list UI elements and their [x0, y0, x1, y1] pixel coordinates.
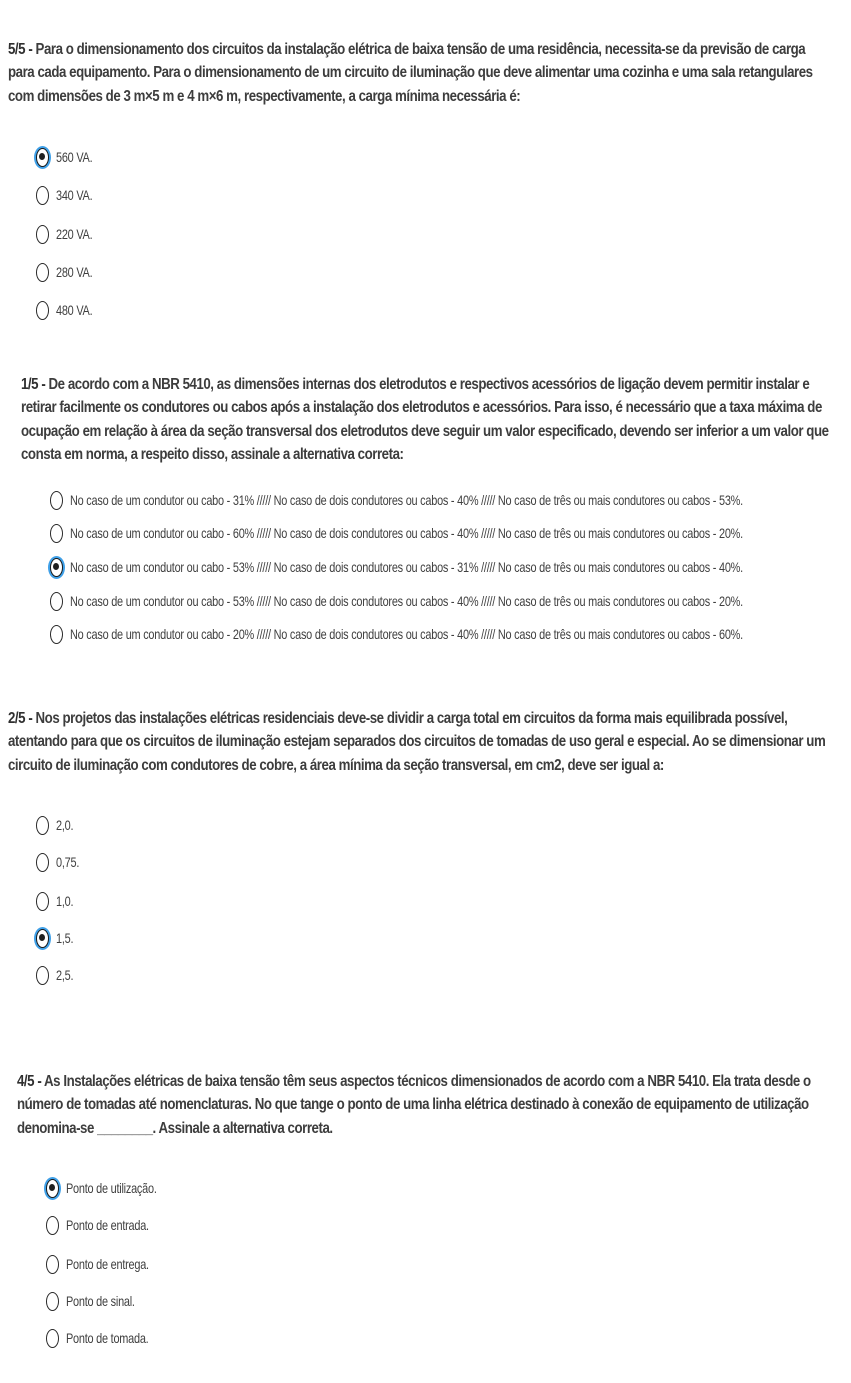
answer-option[interactable]	[50, 488, 851, 512]
radio-button[interactable]	[46, 1292, 59, 1311]
radio-button[interactable]	[50, 491, 63, 510]
question-number: 1/5 -	[21, 376, 46, 393]
answer-option[interactable]	[36, 183, 103, 207]
radio-button[interactable]	[46, 1216, 59, 1235]
option-label: Ponto de tomada.	[66, 1330, 149, 1346]
option-label: 280 VA.	[56, 264, 93, 280]
radio-button[interactable]	[46, 1255, 59, 1274]
option-label: Ponto de entrada.	[66, 1217, 149, 1233]
question-body: Nos projetos das instalações elétricas residenciais deve-se dividir a carga total em circuitos da forma mais equilibrada possível, atentando para que os circuitos de iluminação estejam separados dos circuitos de tomadas de uso geral e especial. Ao se dimensionar um circuito de iluminação com condutores de cobre, a área mínima da seção transversal, em cm2, deve ser igual a:	[8, 710, 826, 774]
answer-option[interactable]	[46, 1326, 172, 1350]
question-number: 4/5 -	[17, 1073, 42, 1090]
option-label: 1,5.	[56, 930, 74, 946]
question-text	[8, 707, 838, 777]
answer-option[interactable]	[36, 813, 78, 837]
option-label: 220 VA.	[56, 226, 93, 242]
radio-button[interactable]	[36, 853, 49, 872]
question-body: Para o dimensionamento dos circuitos da instalação elétrica de baixa tensão de uma residência, necessita-se da previsão de carga para cada equipamento. Para o dimensionamento de um circuito de iluminação que deve alimentar uma cozinha e uma sala retangulares com dimensões de 3 m×5 m e 4 m×6 m, respectivamente, a carga mínima necessária é:	[8, 41, 813, 105]
radio-button[interactable]	[50, 524, 63, 543]
radio-button[interactable]	[36, 966, 49, 985]
question-number: 5/5 -	[8, 41, 33, 58]
answer-option[interactable]	[50, 555, 851, 579]
question-block	[17, 1070, 837, 1140]
option-label: Ponto de utilização.	[66, 1180, 157, 1196]
radio-button[interactable]	[36, 301, 49, 320]
option-label: No caso de um condutor ou cabo - 53% ///// No caso de dois condutores ou cabos - 31% ///// No caso de três ou mais condutores ou cabos - 40%.	[70, 559, 743, 575]
option-label: No caso de um condutor ou cabo - 53% ///// No caso de dois condutores ou cabos - 40% ///// No caso de três ou mais condutores ou cabos - 20%.	[70, 593, 743, 609]
question-text	[21, 373, 843, 466]
question-block	[8, 707, 838, 777]
radio-button[interactable]	[36, 929, 49, 948]
question-number: 2/5 -	[8, 710, 33, 727]
radio-button[interactable]	[36, 816, 49, 835]
option-label: 480 VA.	[56, 302, 93, 318]
answer-option[interactable]	[50, 521, 851, 545]
question-text	[17, 1070, 835, 1140]
answer-option[interactable]	[46, 1213, 172, 1237]
question-block	[8, 38, 838, 108]
option-label: Ponto de sinal.	[66, 1293, 135, 1309]
radio-button[interactable]	[36, 225, 49, 244]
option-label: 2,5.	[56, 967, 74, 983]
radio-button[interactable]	[50, 592, 63, 611]
option-label: No caso de um condutor ou cabo - 31% ///// No caso de dois condutores ou cabos - 40% ///// No caso de três ou mais condutores ou cabos - 53%.	[70, 492, 743, 508]
option-label: No caso de um condutor ou cabo - 20% ///// No caso de dois condutores ou cabos - 40% ///// No caso de três ou mais condutores ou cabos - 60%.	[70, 626, 743, 642]
question-block	[21, 373, 841, 466]
radio-button[interactable]	[36, 186, 49, 205]
answer-option[interactable]	[50, 589, 851, 613]
option-label: No caso de um condutor ou cabo - 60% ///// No caso de dois condutores ou cabos - 40% ///// No caso de três ou mais condutores ou cabos - 20%.	[70, 525, 743, 541]
answer-option[interactable]	[36, 850, 86, 874]
radio-button[interactable]	[36, 148, 49, 167]
answer-option[interactable]	[46, 1252, 172, 1276]
radio-button[interactable]	[36, 892, 49, 911]
answer-option[interactable]	[46, 1289, 154, 1313]
radio-button[interactable]	[50, 625, 63, 644]
answer-option[interactable]	[36, 889, 78, 913]
radio-button[interactable]	[46, 1329, 59, 1348]
option-label: 2,0.	[56, 817, 74, 833]
answer-option[interactable]	[36, 298, 103, 322]
radio-button[interactable]	[36, 263, 49, 282]
answer-option[interactable]	[36, 222, 103, 246]
question-body: As Instalações elétricas de baixa tensão têm seus aspectos técnicos dimensionados de acordo com a NBR 5410. Ela trata desde o número de tomadas até nomenclaturas. No que tange o ponto de uma linha elétrica destinado à conexão de equipamento de utilização denomina-se ________. Assinale a alternativa correta.	[17, 1073, 811, 1137]
radio-button[interactable]	[46, 1179, 59, 1198]
answer-option[interactable]	[50, 622, 851, 646]
answer-option[interactable]	[46, 1176, 182, 1200]
radio-button[interactable]	[50, 558, 63, 577]
option-label: Ponto de entrega.	[66, 1256, 149, 1272]
answer-option[interactable]	[36, 260, 103, 284]
answer-option[interactable]	[36, 963, 78, 987]
option-label: 1,0.	[56, 893, 74, 909]
question-body: De acordo com a NBR 5410, as dimensões internas dos eletrodutos e respectivos acessórios de ligação devem permitir instalar e retirar facilmente os condutores ou cabos após a instalação dos eletrodutos e acessórios. Para isso, é necessário que a taxa máxima de ocupação em relação à área da seção transversal dos eletrodutos deve seguir um valor especificado, devendo ser inferior a um valor que consta em norma, a respeito disso, assinale a alternativa correta:	[21, 376, 829, 463]
option-label: 0,75.	[56, 854, 80, 870]
answer-option[interactable]	[36, 926, 78, 950]
question-text	[8, 38, 830, 108]
answer-option[interactable]	[36, 145, 103, 169]
option-label: 560 VA.	[56, 149, 93, 165]
option-label: 340 VA.	[56, 187, 93, 203]
